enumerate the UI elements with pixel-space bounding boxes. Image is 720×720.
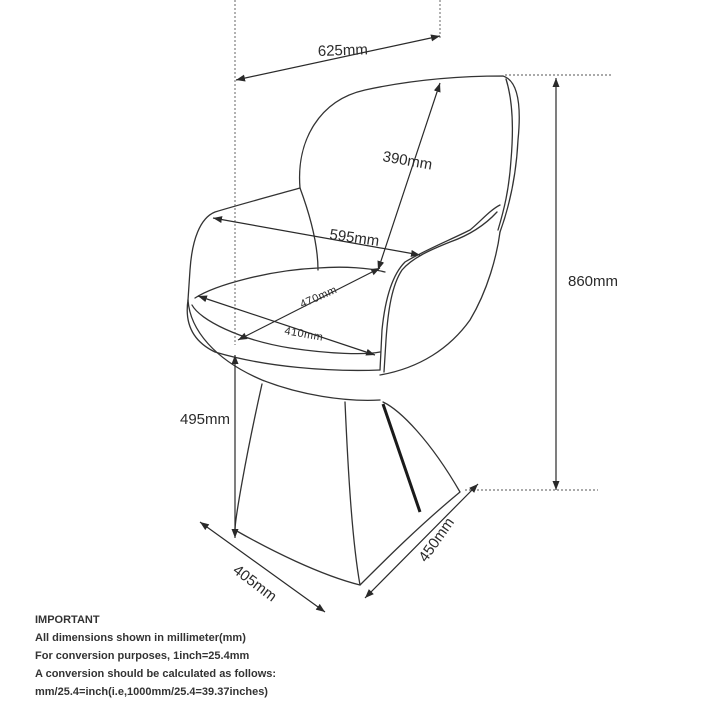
pedestal-front-edge	[345, 402, 360, 585]
seat-skirt	[188, 300, 380, 400]
notes-title: IMPORTANT	[35, 614, 100, 626]
left-armrest	[188, 188, 300, 300]
dimension-arrows	[198, 36, 556, 612]
label-seat-width: 410mm	[283, 325, 325, 344]
right-armrest	[380, 232, 500, 375]
seat-cushion	[195, 267, 385, 298]
label-overall-height: 860mm	[568, 273, 619, 290]
right-arm-piping	[384, 212, 497, 372]
chair-drawing	[187, 76, 519, 585]
label-overall-width: 625mm	[317, 41, 369, 60]
label-back-height: 390mm	[381, 148, 434, 174]
left-arm-seam	[300, 188, 318, 270]
label-seat-height: 495mm	[180, 411, 231, 428]
notes-line-4: mm/25.4=inch(i.e,1000mm/25.4=39.37inches)	[35, 686, 268, 698]
backrest-piping	[498, 79, 512, 230]
notes-line-2: For conversion purposes, 1inch=25.4mm	[35, 650, 250, 662]
label-seat-depth: 470mm	[298, 283, 340, 311]
arrow-back-height	[378, 83, 440, 270]
important-notes	[35, 611, 695, 701]
label-base-side: 450mm	[415, 514, 458, 566]
notes-line-1: All dimensions shown in millimeter(mm)	[35, 632, 246, 644]
right-arm-rim	[380, 205, 500, 370]
pedestal-accent-stripe	[383, 404, 420, 512]
label-inner-width: 595mm	[328, 226, 381, 250]
label-base-front: 405mm	[229, 561, 280, 606]
arrow-base-side	[365, 484, 478, 598]
dimension-labels	[180, 41, 618, 605]
notes-line-3: A conversion should be calculated as follows:	[35, 668, 277, 680]
